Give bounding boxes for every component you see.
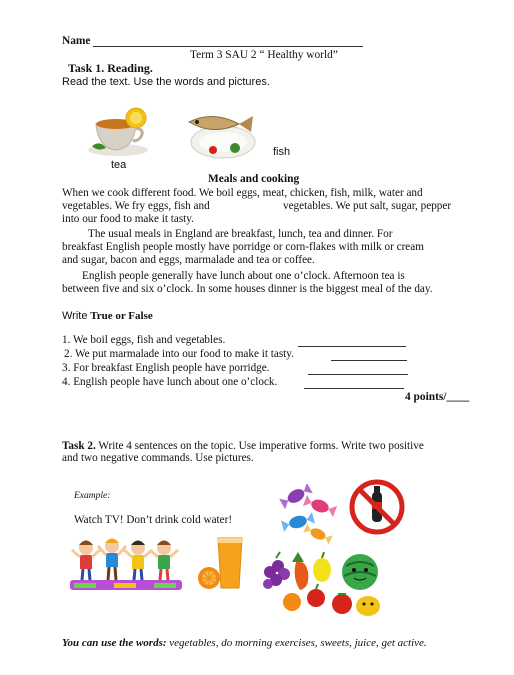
tea-cup-icon [86, 106, 156, 158]
name-line[interactable] [93, 46, 363, 47]
statement-3: 3. For breakfast English people have porridge. [62, 362, 270, 374]
task2-label: Task 2. [62, 440, 96, 452]
caption-fish: fish [273, 146, 291, 158]
answer-line-3[interactable] [308, 374, 408, 375]
para3-line2: between five and six o’clock. In some houses dinner is the biggest meal of the day. [62, 283, 433, 295]
example-label: Example: [74, 491, 111, 501]
answer-line-1[interactable] [298, 346, 406, 347]
statement-1: 1. We boil eggs, fish and vegetables. [62, 334, 226, 346]
name-label: Name [62, 35, 91, 47]
candy-icon [278, 484, 340, 544]
tf-write-label: Write [62, 310, 88, 322]
statement-2: 2. We put marmalade into our food to make it tasty. [64, 348, 294, 360]
para2-line2: breakfast English people mostly have porridge or corn-flakes with milk or cream [62, 241, 424, 253]
task1-title: Task 1. Reading. [68, 61, 153, 75]
footer-words [62, 637, 427, 649]
kids-exercising-icon [70, 534, 182, 592]
answer-line-2[interactable] [331, 360, 407, 361]
example-text: Watch TV! Don’t drink cold water! [74, 514, 233, 526]
para2-line1: The usual meals in England are breakfast, lunch, tea and dinner. For [88, 228, 393, 240]
points-label: 4 points/____ [405, 391, 470, 403]
no-soda-sign-icon [348, 478, 406, 536]
juice-glass-icon [196, 534, 248, 592]
answer-line-4[interactable] [304, 388, 404, 389]
fruits-vegetables-icon [258, 548, 390, 622]
reading-title: Meals and cooking [208, 173, 300, 185]
para3-line1: English people generally have lunch about one o’clock. Afternoon tea is [82, 270, 405, 282]
para1-line1: When we cook different food. We boil eggs, meat, chicken, fish, milk, water and [62, 187, 423, 199]
task2-line1: Write 4 sentences on the topic. Use imperative forms. Write two positive [98, 440, 424, 452]
term-title: Term 3 SAU 2 “ Healthy world” [190, 49, 338, 61]
para1-line3: into our food to make it tasty. [62, 213, 194, 225]
para1-line2b: vegetables. We put salt, sugar, pepper [283, 200, 452, 212]
tf-title: True or False [90, 310, 153, 322]
task1-instruction: Read the text. Use the words and pictures. [62, 76, 270, 88]
statement-4: 4. English people have lunch about one o’clock. [62, 376, 278, 388]
para2-line3: and sugar, bacon and eggs, marmalade and tea or coffee. [62, 254, 315, 266]
caption-tea: tea [111, 159, 127, 171]
footer-word-list: vegetables, do morning exercises, sweets, juice, get active. [169, 637, 427, 649]
footer-lead: You can use the words: [62, 637, 167, 649]
tf-heading [62, 310, 153, 322]
para1-line2a: vegetables. We fry eggs, fish and [62, 200, 210, 212]
task2-line2: and two negative commands. Use pictures. [62, 452, 254, 464]
fish-plate-icon [183, 110, 257, 162]
